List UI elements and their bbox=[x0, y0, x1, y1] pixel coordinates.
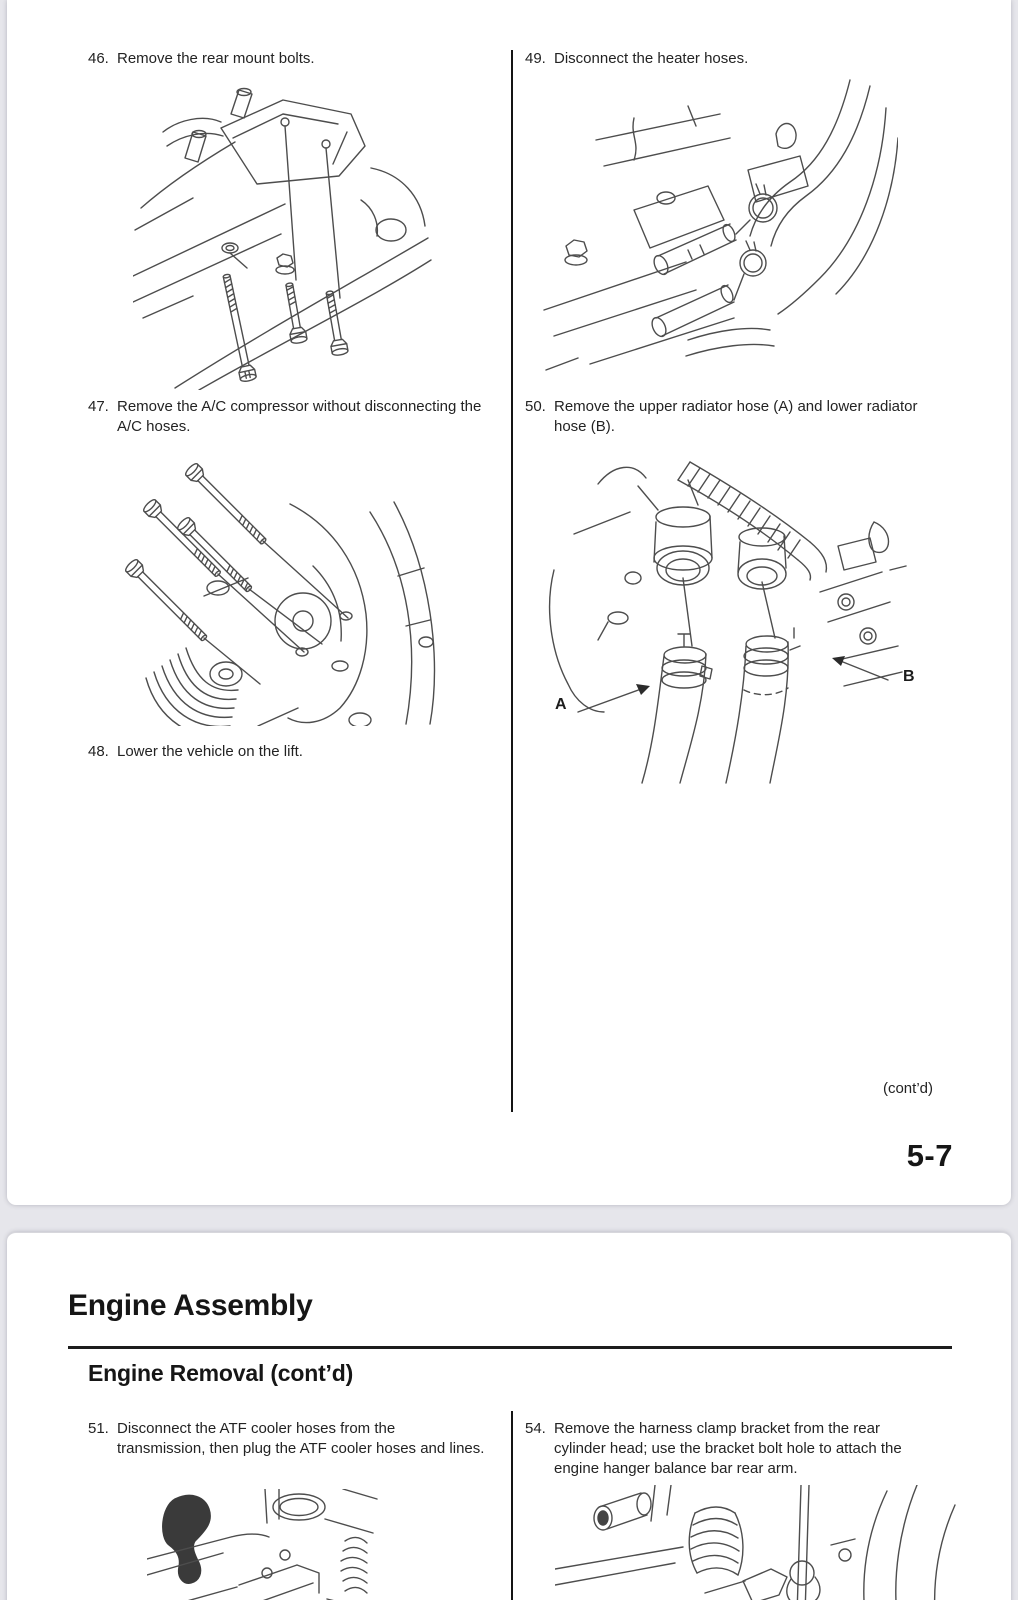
step-47 bbox=[88, 397, 485, 437]
figure-radiator-hoses bbox=[538, 450, 910, 785]
section-subtitle: Engine Removal (cont’d) bbox=[88, 1360, 354, 1386]
manual-page-5-7 bbox=[7, 0, 1011, 1205]
figure-heater-hoses bbox=[538, 78, 898, 373]
step-text: Remove the A/C compressor without disconnecting the A/C hoses. bbox=[117, 398, 482, 435]
step-51 bbox=[88, 1419, 485, 1459]
column-divider bbox=[511, 1411, 513, 1600]
step-text: Disconnect the heater hoses. bbox=[554, 50, 749, 67]
hose-label-b: B bbox=[903, 668, 915, 685]
step-number: 47. bbox=[88, 398, 109, 415]
page-number: 5-7 bbox=[906, 1138, 953, 1173]
step-text: Lower the vehicle on the lift. bbox=[117, 743, 303, 760]
step-text: Disconnect the ATF cooler hoses from the transmission, then plug the ATF cooler hoses and lines. bbox=[117, 1420, 485, 1457]
step-number: 54. bbox=[525, 1420, 546, 1437]
step-text: Remove the harness clamp bracket from the rear cylinder head; use the bracket bolt hole to attach the engine hanger balance bar rear arm. bbox=[554, 1420, 902, 1477]
step-text: Remove the rear mount bolts. bbox=[117, 50, 315, 67]
step-number: 51. bbox=[88, 1420, 109, 1437]
column-divider bbox=[511, 50, 513, 1112]
figure-ac-compressor bbox=[108, 446, 438, 726]
step-46 bbox=[88, 49, 485, 69]
step-49 bbox=[525, 49, 922, 69]
step-number: 46. bbox=[88, 50, 109, 67]
step-number: 50. bbox=[525, 398, 546, 415]
step-text: Remove the upper radiator hose (A) and lower radiator hose (B). bbox=[554, 398, 918, 435]
step-number: 49. bbox=[525, 50, 546, 67]
step-48 bbox=[88, 742, 485, 762]
contd-note: (cont’d) bbox=[882, 1080, 933, 1097]
manual-page-next bbox=[7, 1232, 1011, 1600]
section-rule bbox=[68, 1346, 952, 1349]
step-54 bbox=[525, 1419, 922, 1479]
figure-harness-clamp-bracket bbox=[555, 1485, 965, 1600]
step-number: 48. bbox=[88, 743, 109, 760]
section-title: Engine Assembly bbox=[68, 1289, 313, 1322]
hose-label-a: A bbox=[555, 696, 567, 713]
figure-atf-cooler-hoses bbox=[147, 1489, 402, 1600]
figure-rear-mount-bolts bbox=[133, 80, 433, 390]
step-50 bbox=[525, 397, 922, 437]
